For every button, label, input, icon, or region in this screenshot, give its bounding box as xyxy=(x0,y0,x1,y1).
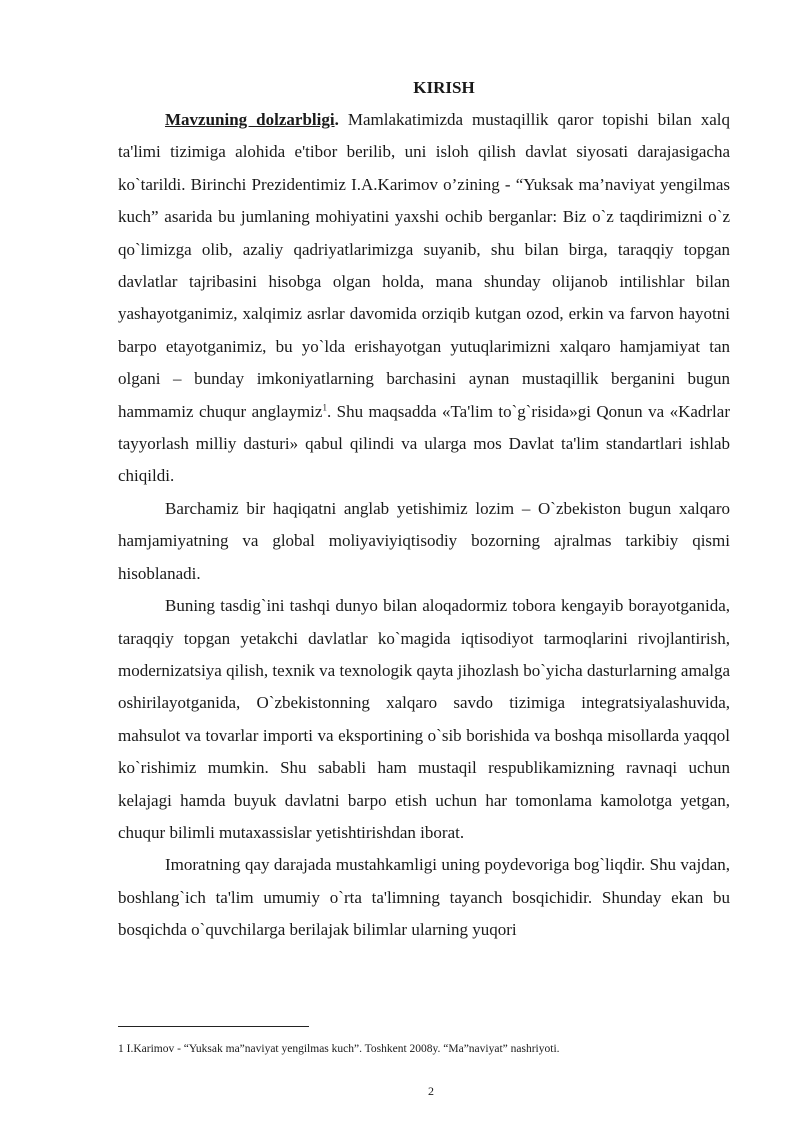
footnote-reference[interactable]: 1 xyxy=(322,402,327,412)
paragraph-4: Imoratning qay darajada mustahkamligi uning poydevoriga bog`liqdir. Shu vajdan, boshlang`ich ta'lim umumiy o`rta ta'limning tayanch bosqichidir. Shunday ekan bu bosqichda o`quvchilarga berilajak bilimlar ularning yuqori xyxy=(118,855,730,940)
paragraph-1-text: Mamlakatimizda mustaqillik qaror topishi bilan xalq ta'limi tizimiga alohida e'tibor berilib, uni isloh qilish davlat siyosati darajasigacha ko`tarildi. Birinchi Prezidentimiz I.A.Karimov o’zining - “Yuksak ma’naviyat yengilmas kuch” asarida bu jumlaning mohiyatini yaxshi ochib berganlar: Biz o`z taqdirimizni o`z qo`limizga olib, azaliy qadriyatlarimizga suyanib, shu bilan birga, taraqqiy topgan davlatlar tajribasini hisobga olgan holda, mana shunday olijanob intilishlar bilan yashayotganimiz, xalqimiz asrlar davomida orziqib kutgan ozod, erkin va farvon hayotni barpo etayotganimiz, bu yo`lda erishayotgan yutuqlarimizni xalqaro hamjamiyat tan olgani – bunday imkoniyatlarning barchasini aynan mustaqillik berganini bugun hammamiz chuqur anglaymiz xyxy=(118,110,730,421)
section-heading: Mavzuning dolzarbligi xyxy=(165,110,335,129)
footnote-separator xyxy=(118,1026,309,1027)
paragraph-1 xyxy=(118,104,730,493)
page-number: 2 xyxy=(428,1084,434,1098)
page-title: KIRISH xyxy=(413,78,475,97)
paragraph-3: Buning tasdig`ini tashqi dunyo bilan aloqadormiz tobora kengayib borayotganida, taraqqiy topgan yetakchi davlatlar ko`magida iqtisodiyot tarmoqlarini rivojlantirish, modernizatsiya qilish, texnik va texnologik qayta jihozlash bo`yicha dasturlarning amalga oshirilayotganida, O`zbekistonning xalqaro savdo tizimiga integratsiyalashuvida, mahsulot va tovarlar importi va eksportining o`sib borishida va boshqa misollarda yaqqol ko`rishimiz mumkin. Shu sababli ham mustaqil respublikamizning ravnaqi uchun kelajagi hamda buyuk davlatni barpo etish uchun har tomonlama kamolotga yetgan, chuqur bilimli mutaxassislar yetishtirishdan iborat. xyxy=(118,596,730,842)
footnote: 1 I.Karimov - “Yuksak ma”naviyat yengilmas kuch”. Toshkent 2008y. “Ma”naviyat” nashriyoti. xyxy=(118,1043,560,1055)
paragraph-2: Barchamiz bir haqiqatni anglab yetishimiz lozim – O`zbekiston bugun xalqaro hamjamiyatning va global moliyaviyiqtisodiy bozorning ajralmas tarkibiy qismi hisoblanadi. xyxy=(118,498,730,583)
paragraph-1-end: . Shu maqsadda «Ta'lim to`g`risida»gi Qonun va «Kadrlar tayyorlash milliy dasturi» qabul qilindi va ularga mos Davlat ta'lim standartlari ishlab chiqildi. xyxy=(118,401,730,486)
page-content xyxy=(118,72,730,947)
section-heading-dot: . xyxy=(334,110,339,129)
